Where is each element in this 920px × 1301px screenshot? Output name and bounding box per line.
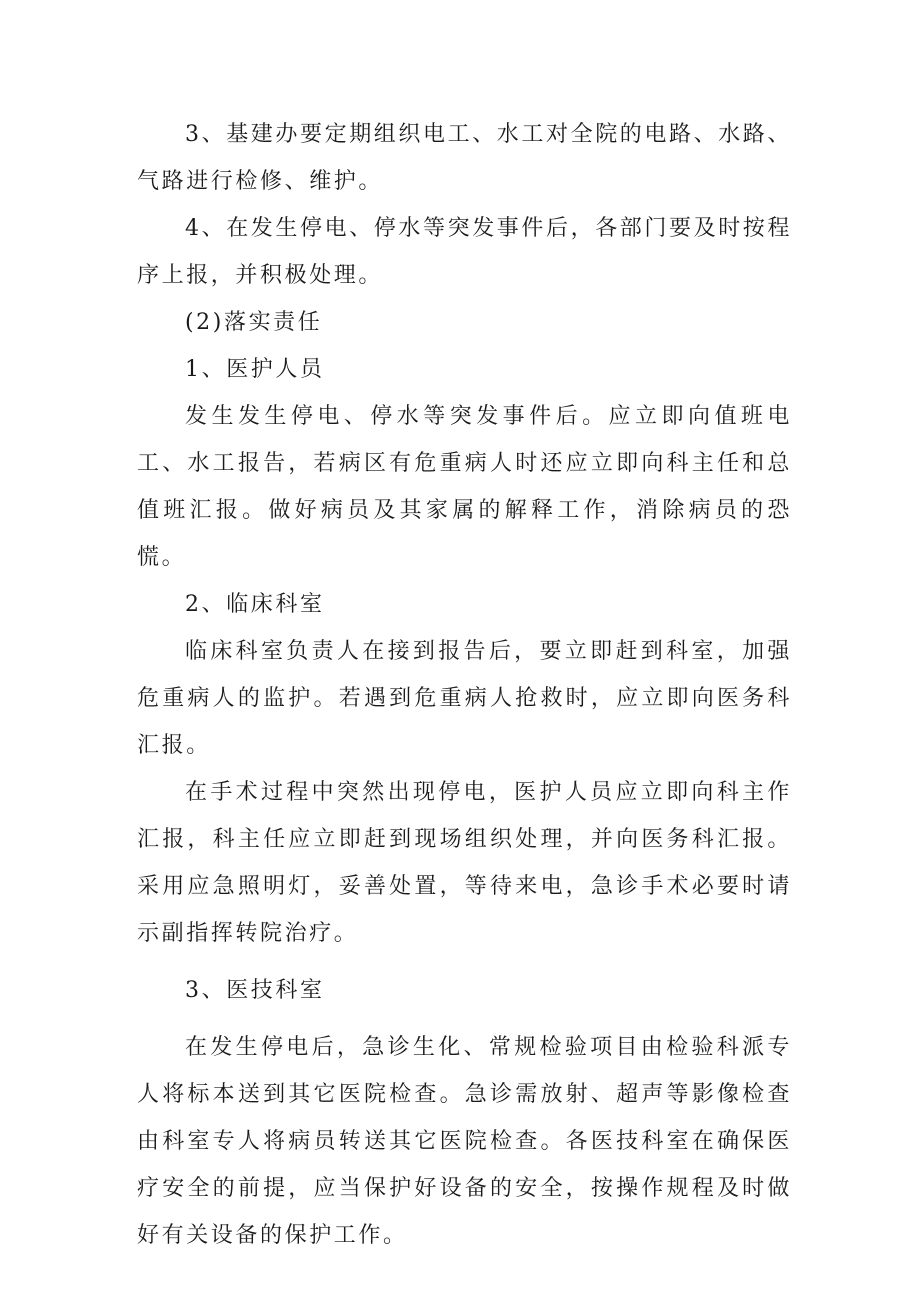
subheading-medical-technology: 3、医技科室 bbox=[185, 978, 325, 1003]
paragraph-item-3-maintenance: 3、基建办要定期组织电工、水工对全院的电路、水路、气路进行检修、维护。 bbox=[137, 122, 792, 194]
paragraph-surgery-power-outage: 在手术过程中突然出现停电，医护人员应立即向科主作汇报，科主任应立即赶到现场组织处理，并向医务科汇报。采用应急照明灯，妥善处置，等待来电，急诊手术必要时请示副指挥转院治疗。 bbox=[137, 780, 792, 946]
paragraph-medical-technology: 在发生停电后，急诊生化、常规检验项目由检验科派专人将标本送到其它医院检查。急诊需放射、超声等影像检查由科室专人将病员转送其它医院检查。各医技科室在确保医疗安全的前提，应当保护好设备的安全，按操作规程及时做好有关设备的保护工作。 bbox=[137, 1035, 792, 1248]
document-body bbox=[137, 111, 792, 1259]
paragraph-item-4-reporting: 4、在发生停电、停水等突发事件后，各部门要及时按程序上报，并积极处理。 bbox=[137, 216, 792, 288]
subheading-clinical-departments: 2、临床科室 bbox=[185, 592, 325, 617]
paragraph-medical-staff: 发生发生停电、停水等突发事件后。应立即向值班电工、水工报告，若病区有危重病人时还应立即向科主任和总值班汇报。做好病员及其家属的解释工作，消除病员的恐慌。 bbox=[137, 404, 792, 570]
paragraph-clinical-departments: 临床科室负责人在接到报告后，要立即赶到科室，加强危重病人的监护。若遇到危重病人抢救时，应立即向医务科汇报。 bbox=[137, 639, 792, 758]
paragraph-gap bbox=[137, 1014, 792, 1024]
section-heading-responsibility: (2)落实责任 bbox=[185, 310, 323, 335]
paragraph-gap bbox=[137, 957, 792, 967]
subheading-medical-staff: 1、医护人员 bbox=[185, 357, 325, 382]
